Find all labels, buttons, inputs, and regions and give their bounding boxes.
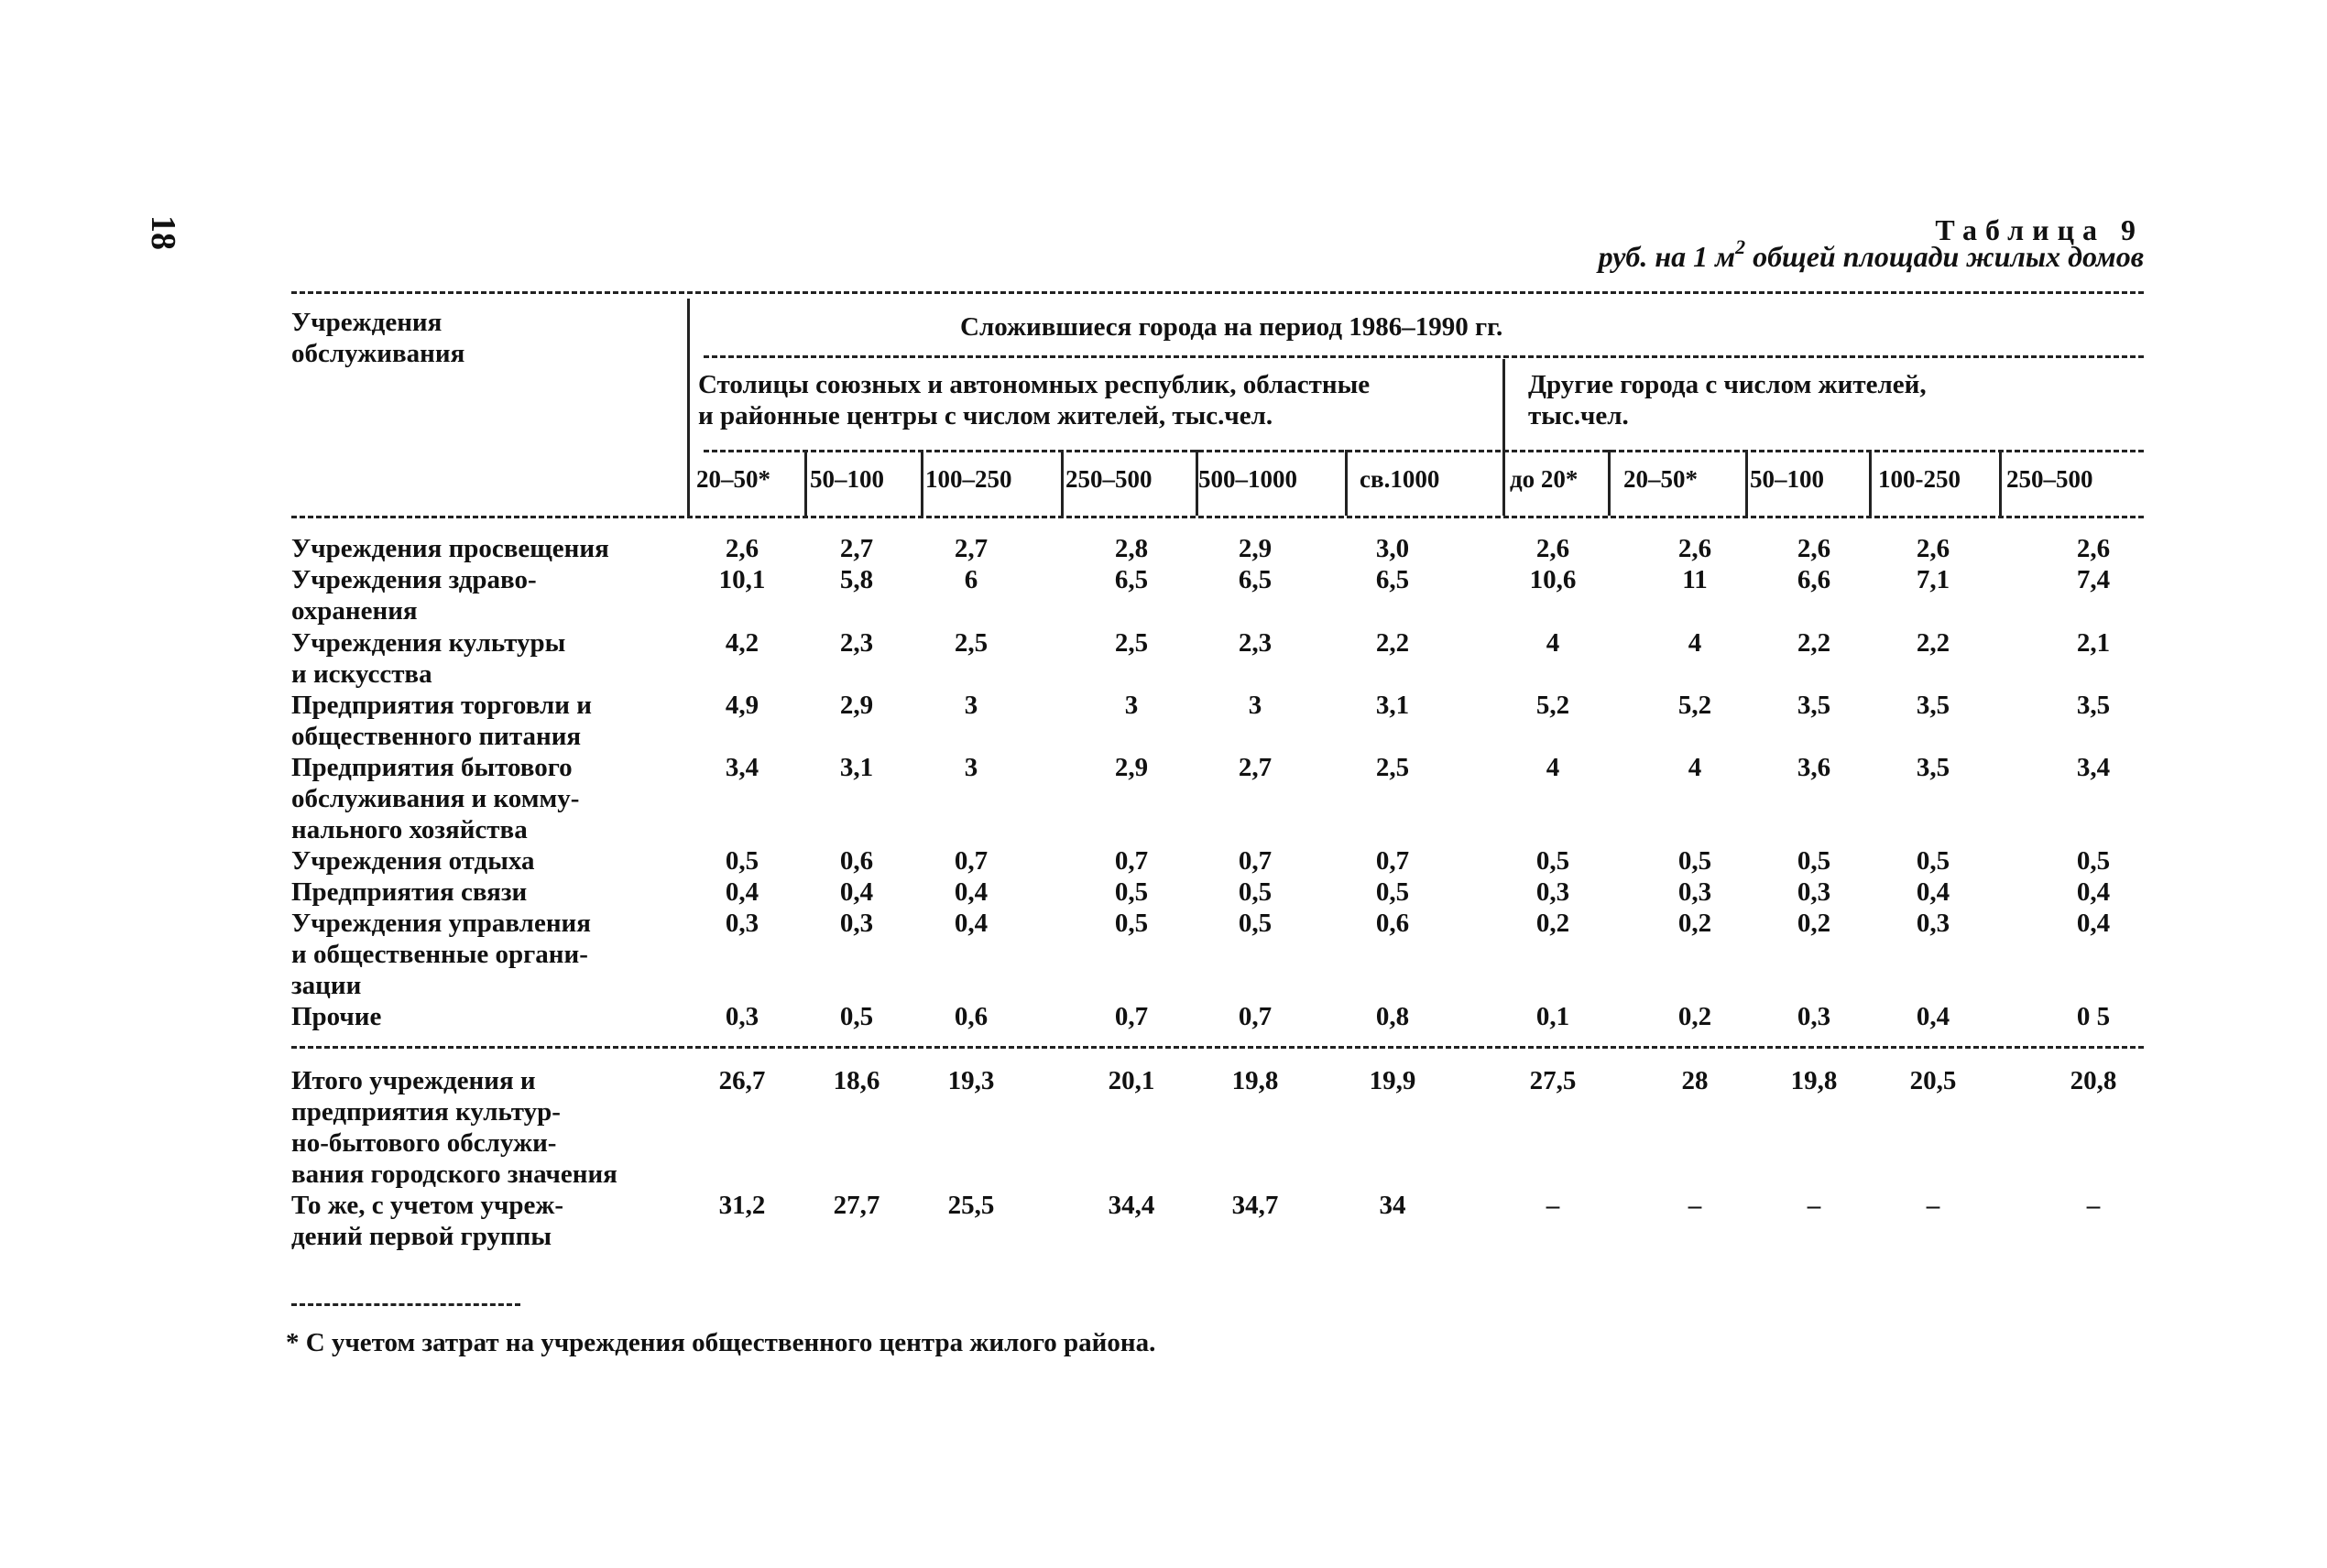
total-row-cell: 34 <box>1379 1191 1406 1220</box>
rule-sub-3 <box>1061 450 1064 516</box>
table-row-cell: 7,4 <box>2076 565 2111 594</box>
table-row-cell: 0,5 <box>1238 877 1273 907</box>
table-row-cell: 5,2 <box>1535 691 1570 720</box>
total-row-cell: 25,5 <box>947 1191 995 1220</box>
table-row-cell: 3,0 <box>1375 534 1410 563</box>
table-row-cell: 0,3 <box>725 1002 759 1031</box>
table-row-cell: 4,2 <box>725 628 759 658</box>
table-row-cell: 3 <box>964 691 978 720</box>
table-row-cell: 0,5 <box>2076 846 2111 876</box>
total-row-cell: 19,9 <box>1369 1066 1416 1095</box>
rule-under-top-header <box>704 355 2144 358</box>
table-row-label: Учреждения отдыха <box>291 846 535 876</box>
table-row-label: Учреждения здраво- охранения <box>291 565 537 626</box>
total-row-cell: 34,4 <box>1108 1191 1155 1220</box>
total-row-cell: – <box>1546 1191 1560 1220</box>
table-row-cell: 0,3 <box>1916 909 1950 938</box>
total-row-label: Итого учреждения и предприятия культур- но-бытового обслужи- вания городского значения <box>291 1066 617 1189</box>
table-row-cell: 3 <box>964 753 978 782</box>
subcolumn-header: до 20* <box>1510 465 1579 493</box>
subcolumn-header: св.1000 <box>1360 465 1440 493</box>
rule-sub-10 <box>1999 450 2002 516</box>
subcolumn-header: 20–50* <box>696 465 770 493</box>
table-row-cell: 3,6 <box>1797 753 1831 782</box>
total-row-cell: – <box>1807 1191 1821 1220</box>
table-row-cell: 0,6 <box>954 1002 989 1031</box>
total-row-cell: 19,8 <box>1790 1066 1838 1095</box>
table-row-cell: 4 <box>1688 628 1702 658</box>
total-row-cell: 20,5 <box>1909 1066 1957 1095</box>
table-row-cell: 0,4 <box>954 909 989 938</box>
table-row-cell: 2,7 <box>1238 753 1273 782</box>
table-row-cell: 0,3 <box>1677 877 1712 907</box>
table-row-cell: 4 <box>1546 753 1560 782</box>
table-row-cell: 3,1 <box>839 753 874 782</box>
table-row-cell: 6 <box>964 565 978 594</box>
subcolumn-header: 50–100 <box>1750 465 1824 493</box>
table-row-cell: 0,8 <box>1375 1002 1410 1031</box>
table-title: Таблица 9 <box>1935 213 2144 246</box>
table-row-cell: 0 5 <box>2076 1002 2111 1031</box>
table-row-cell: 3,5 <box>1916 753 1950 782</box>
table-row-cell: 0,1 <box>1535 1002 1570 1031</box>
rule-above-totals <box>291 1046 2144 1049</box>
rule-sub-1 <box>804 450 807 516</box>
table-row-cell: 6,5 <box>1238 565 1273 594</box>
table-row-cell: 2,2 <box>1797 628 1831 658</box>
subcolumn-header: 250–500 <box>1065 465 1153 493</box>
table-row-cell: 0,4 <box>839 877 874 907</box>
table-row-cell: 11 <box>1682 565 1708 594</box>
total-row-cell: – <box>1688 1191 1702 1220</box>
table-row-cell: 3,5 <box>1797 691 1831 720</box>
total-row-cell: 27,5 <box>1529 1066 1577 1095</box>
table-row-cell: 0,7 <box>1238 846 1273 876</box>
subcolumn-header: 20–50* <box>1623 465 1698 493</box>
total-row-cell: 20,1 <box>1108 1066 1155 1095</box>
table-row-cell: 2,3 <box>839 628 874 658</box>
table-row-cell: 0,3 <box>1797 877 1831 907</box>
table-row-cell: 2,6 <box>1797 534 1831 563</box>
rule-header-bottom <box>291 516 2144 518</box>
table-row-cell: 0,5 <box>1375 877 1410 907</box>
table-row-cell: 0,4 <box>725 877 759 907</box>
table-row-cell: 3,5 <box>1916 691 1950 720</box>
total-row-label: То же, с учетом учреж- дений первой группы <box>291 1191 564 1251</box>
rule-sub-5 <box>1345 450 1348 516</box>
table-row-cell: 2,7 <box>954 534 989 563</box>
table-row-cell: 4 <box>1688 753 1702 782</box>
table-row-cell: 5,2 <box>1677 691 1712 720</box>
table-row-cell: 2,7 <box>839 534 874 563</box>
table-row-cell: 0,3 <box>839 909 874 938</box>
table-row-cell: 0,6 <box>839 846 874 876</box>
units-suffix: общей площади жилых домов <box>1745 240 2144 273</box>
table-row-cell: 2,6 <box>725 534 759 563</box>
table-row-cell: 0,4 <box>2076 877 2111 907</box>
table-row-cell: 2,9 <box>839 691 874 720</box>
table-row-cell: 0,5 <box>1797 846 1831 876</box>
table-row-cell: 0,3 <box>1535 877 1570 907</box>
table-row-cell: 0,5 <box>1916 846 1950 876</box>
table-row-cell: 3 <box>1248 691 1262 720</box>
table-row-cell: 0,2 <box>1677 909 1712 938</box>
table-row-cell: 0,5 <box>1238 909 1273 938</box>
header-group-b: Другие города с числом жителей, тыс.чел. <box>1528 370 1927 430</box>
header-group-a: Столицы союзных и автономных республик, областные и районные центры с числом жителей, тыс.чел. <box>698 370 1371 430</box>
table-row-cell: 0,4 <box>1916 877 1950 907</box>
table-row-label: Учреждения управления и общественные органи- зации <box>291 909 591 1000</box>
table-row-cell: 3,4 <box>725 753 759 782</box>
table-row-label: Предприятия торговли и общественного питания <box>291 691 592 751</box>
table-row-cell: 2,6 <box>1916 534 1950 563</box>
rule-rowhead-divider <box>687 299 690 516</box>
table-row-cell: 6,6 <box>1797 565 1831 594</box>
subcolumn-header: 250–500 <box>2006 465 2093 493</box>
rule-sub-2 <box>921 450 923 516</box>
table-row-cell: 10,1 <box>718 565 766 594</box>
table-row-cell: 0,7 <box>1238 1002 1273 1031</box>
table-row-cell: 2,5 <box>1114 628 1149 658</box>
table-row-cell: 2,8 <box>1114 534 1149 563</box>
table-row-cell: 0,5 <box>1114 877 1149 907</box>
total-row-cell: 26,7 <box>718 1066 766 1095</box>
table-row-cell: 0,5 <box>1677 846 1712 876</box>
table-row-cell: 0,5 <box>1535 846 1570 876</box>
total-row-cell: 20,8 <box>2070 1066 2117 1095</box>
table-row-label: Учреждения просвещения <box>291 534 609 563</box>
rule-top <box>291 291 2144 294</box>
table-row-cell: 3 <box>1124 691 1139 720</box>
table-row-cell: 0,3 <box>1797 1002 1831 1031</box>
table-row-cell: 0,7 <box>1114 1002 1149 1031</box>
table-row-cell: 3,4 <box>2076 753 2111 782</box>
table-row-cell: 0,5 <box>839 1002 874 1031</box>
table-row-cell: 0,7 <box>954 846 989 876</box>
table-row-cell: 3,1 <box>1375 691 1410 720</box>
table-row-cell: 2,6 <box>2076 534 2111 563</box>
rowhead-title: Учреждения обслуживания <box>291 308 465 368</box>
table-row-label: Учреждения культуры и искусства <box>291 628 566 689</box>
table-row-cell: 4,9 <box>725 691 759 720</box>
table-row-cell: 6,5 <box>1375 565 1410 594</box>
table-row-cell: 0,2 <box>1535 909 1570 938</box>
total-row-cell: – <box>2086 1191 2101 1220</box>
table-row-cell: 0,5 <box>725 846 759 876</box>
table-row-cell: 2,2 <box>1375 628 1410 658</box>
table-row-cell: 10,6 <box>1529 565 1577 594</box>
table-row-cell: 0,7 <box>1114 846 1149 876</box>
total-row-cell: 19,3 <box>947 1066 995 1095</box>
table-row-cell: 2,9 <box>1114 753 1149 782</box>
table-row-label: Предприятия связи <box>291 877 528 907</box>
table-row-cell: 2,6 <box>1535 534 1570 563</box>
table-row-cell: 2,9 <box>1238 534 1273 563</box>
total-row-cell: 18,6 <box>833 1066 880 1095</box>
page-number: 18 <box>144 215 182 250</box>
total-row-cell: 28 <box>1681 1066 1709 1095</box>
table-row-cell: 2,1 <box>2076 628 2111 658</box>
table-row-cell: 5,8 <box>839 565 874 594</box>
total-row-cell: 19,8 <box>1231 1066 1279 1095</box>
table-row-cell: 2,2 <box>1916 628 1950 658</box>
total-row-cell: – <box>1926 1191 1940 1220</box>
table-row-cell: 0,6 <box>1375 909 1410 938</box>
footnote-rule <box>291 1303 520 1306</box>
table-row-cell: 6,5 <box>1114 565 1149 594</box>
rule-sub-8 <box>1745 450 1748 516</box>
table-row-cell: 7,1 <box>1916 565 1950 594</box>
table-row-cell: 0,4 <box>1916 1002 1950 1031</box>
rule-group-divider <box>1502 359 1505 516</box>
subcolumn-header: 100-250 <box>1878 465 1961 493</box>
table-row-cell: 0,4 <box>2076 909 2111 938</box>
table-row-cell: 4 <box>1546 628 1560 658</box>
table-row-cell: 0,3 <box>725 909 759 938</box>
units-prefix: руб. на 1 м <box>1598 240 1736 273</box>
table-row-label: Предприятия бытового обслуживания и комму- нального хозяйства <box>291 753 580 844</box>
table-row-cell: 0,2 <box>1677 1002 1712 1031</box>
subcolumn-header: 500–1000 <box>1198 465 1297 493</box>
total-row-cell: 34,7 <box>1231 1191 1279 1220</box>
subcolumn-header: 100–250 <box>925 465 1012 493</box>
table-row-cell: 2,3 <box>1238 628 1273 658</box>
table-row-cell: 0,5 <box>1114 909 1149 938</box>
total-row-cell: 27,7 <box>833 1191 880 1220</box>
table-row-cell: 2,5 <box>954 628 989 658</box>
total-row-cell: 31,2 <box>718 1191 766 1220</box>
table-row-cell: 2,5 <box>1375 753 1410 782</box>
table-units <box>1598 235 2144 274</box>
table-row-cell: 2,6 <box>1677 534 1712 563</box>
table-row-cell: 0,2 <box>1797 909 1831 938</box>
rule-above-subcolumns <box>704 450 2144 452</box>
rule-sub-9 <box>1869 450 1872 516</box>
rule-sub-7 <box>1608 450 1611 516</box>
header-top: Сложившиеся города на период 1986–1990 гг. <box>960 312 1503 342</box>
table-row-label: Прочие <box>291 1002 382 1031</box>
subcolumn-header: 50–100 <box>810 465 884 493</box>
table-row-cell: 0,4 <box>954 877 989 907</box>
table-row-cell: 3,5 <box>2076 691 2111 720</box>
table-row-cell: 0,7 <box>1375 846 1410 876</box>
footnote: * С учетом затрат на учреждения общественного центра жилого района. <box>286 1328 1156 1357</box>
units-superscript: 2 <box>1735 235 1746 258</box>
